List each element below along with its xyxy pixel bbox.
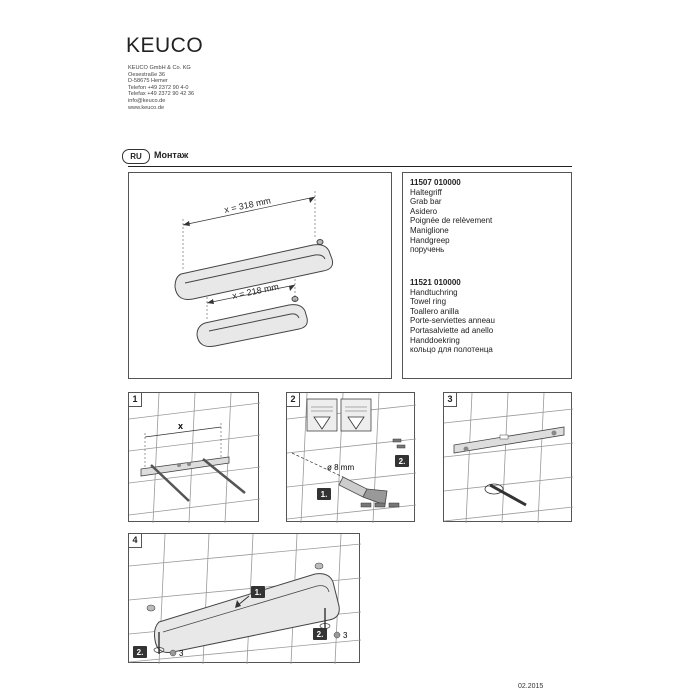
product-name: Asidero xyxy=(410,206,438,216)
hex-key-icon xyxy=(334,632,340,638)
product-name: Porte-serviettes anneau xyxy=(410,316,495,326)
keuco-logo: KEUCO xyxy=(126,34,204,57)
section-title: Монтаж xyxy=(154,150,189,160)
address-line: D-58675 Hemer xyxy=(128,78,168,85)
product-block xyxy=(410,278,495,355)
product-name: Handtuchring xyxy=(410,287,458,297)
address-line: www.keuco.de xyxy=(128,104,165,111)
dimension-label-large: x = 318 mm xyxy=(223,195,272,215)
drill-size-label: ø 8 mm xyxy=(327,463,355,472)
step-tag-label: 2. xyxy=(316,630,324,639)
step-4-panel xyxy=(128,533,360,663)
step-2-drawing xyxy=(287,393,416,523)
screw-count: 3 xyxy=(343,631,348,640)
product-name: Maniglione xyxy=(410,225,449,235)
product-name: Handdoekring xyxy=(410,335,460,345)
product-list-panel xyxy=(402,172,572,379)
address-line: Oesestraße 36 xyxy=(128,71,165,78)
step-number: 3 xyxy=(444,393,457,407)
step-number: 1 xyxy=(129,393,142,407)
step-tag-label: 1. xyxy=(254,588,262,597)
step-3-drawing xyxy=(444,393,573,523)
hex-key-icon xyxy=(170,650,176,656)
header-divider xyxy=(128,166,572,167)
screw-count: 3 xyxy=(179,649,184,658)
product-block xyxy=(410,178,492,255)
grab-bar-icon xyxy=(155,574,340,653)
step-4-drawing xyxy=(129,534,361,664)
dimension-label-small: x = 218 mm xyxy=(231,281,280,301)
step-number: 4 xyxy=(129,534,142,548)
address-line: Telefax +49 2372 90 42 36 xyxy=(128,91,195,98)
product-code: 11507 010000 xyxy=(410,178,461,187)
document-date: 02.2015 xyxy=(518,683,544,690)
product-name: поручень xyxy=(410,245,445,255)
product-name: кольцо для полотенца xyxy=(410,345,493,355)
address-line: info@keuco.de xyxy=(128,97,166,104)
address-line: KEUCO GmbH & Co. KG xyxy=(128,65,191,71)
step-number: 2 xyxy=(287,393,300,407)
step-2-panel xyxy=(286,392,415,522)
step-1-panel xyxy=(128,392,259,522)
product-overview-panel xyxy=(128,172,392,379)
product-name: Poignée de relèvement xyxy=(410,216,493,226)
product-name: Toallero anilla xyxy=(410,306,459,316)
product-name: Handgreep xyxy=(410,235,450,245)
step-tag-label: 2. xyxy=(136,648,144,657)
step-tag-label: 1. xyxy=(320,490,328,499)
dimension-x-label: x xyxy=(178,421,184,431)
product-name: Haltegriff xyxy=(410,187,442,197)
step-1-drawing xyxy=(129,393,260,523)
product-name: Grab bar xyxy=(410,197,442,207)
language-badge: RU xyxy=(122,149,150,164)
screwdriver-icon xyxy=(490,485,526,505)
company-address xyxy=(128,65,194,111)
product-code: 11521 010000 xyxy=(410,278,461,287)
address-line: Telefon +49 2372 90 4-0 xyxy=(128,84,189,91)
product-name: Towel ring xyxy=(410,297,447,307)
product-name: Portasalviette ad anello xyxy=(410,325,494,335)
step-3-panel xyxy=(443,392,572,522)
step-tag-label: 2. xyxy=(398,457,406,466)
grab-bar-drawings xyxy=(129,173,393,380)
